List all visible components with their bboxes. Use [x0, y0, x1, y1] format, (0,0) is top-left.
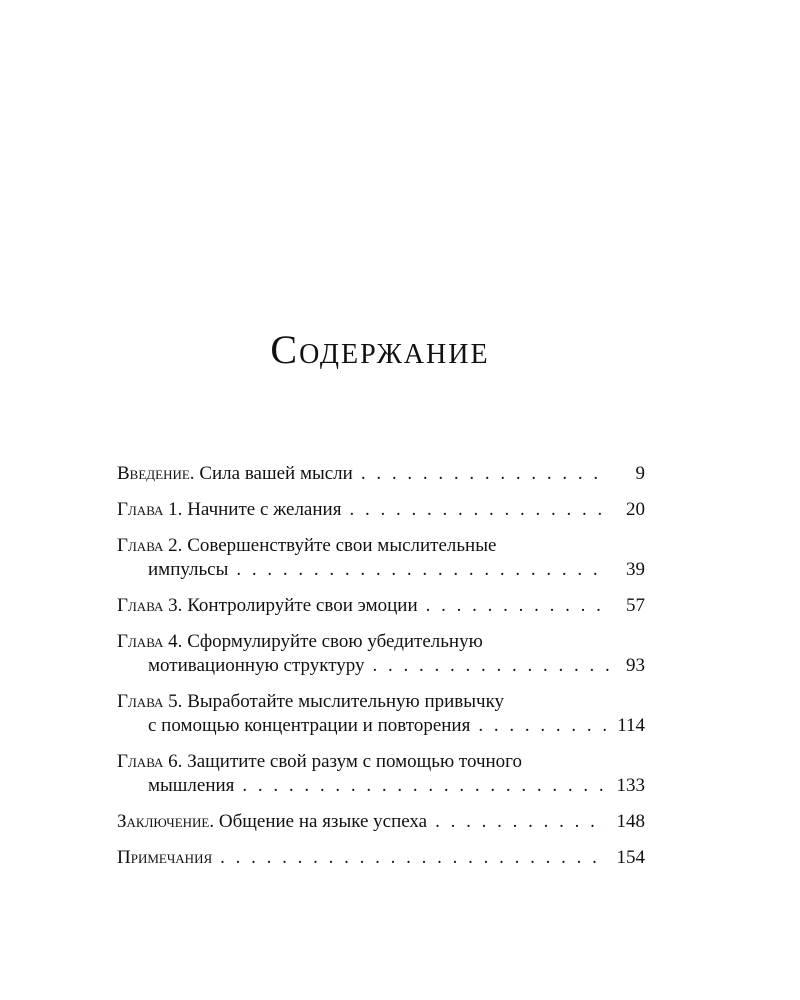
toc-entry-line [117, 810, 645, 834]
toc-page-number: 148 [616, 811, 645, 832]
toc-leader-dots [478, 714, 607, 738]
toc-entry-title: Начните с желания [187, 499, 342, 520]
toc-entry-title: Совершенствуйте свои мыслительные [187, 535, 497, 556]
toc-entry-chapter-1[interactable] [117, 498, 645, 522]
toc-entry-line [117, 594, 645, 618]
toc-page-number: 133 [616, 775, 645, 796]
toc-entry-line [117, 630, 645, 654]
toc-entry-label: Глава 2. [117, 535, 183, 556]
toc-entry-introduction[interactable] [117, 462, 645, 486]
toc-entry-line [117, 846, 645, 870]
toc-entry-line-continued [117, 714, 645, 738]
toc-page-number: 20 [626, 499, 645, 520]
toc-page-number: 114 [617, 715, 645, 736]
toc-entry-chapter-6[interactable] [117, 750, 645, 798]
toc-entry-label: Глава 3. [117, 595, 183, 616]
toc-entry-chapter-2[interactable] [117, 534, 645, 582]
toc-page-number: 154 [616, 847, 645, 868]
toc-leader-dots [426, 594, 609, 618]
toc-entry-label: Примечания [117, 847, 213, 868]
toc-entry-chapter-4[interactable] [117, 630, 645, 678]
table-of-contents [117, 462, 645, 882]
toc-leader-dots [361, 462, 609, 486]
toc-entry-label: Глава 1. [117, 499, 183, 520]
toc-entry-title: Контролируйте свои эмоции [187, 595, 418, 616]
toc-entry-chapter-3[interactable] [117, 594, 645, 618]
toc-entry-line [117, 690, 645, 714]
toc-entry-chapter-5[interactable] [117, 690, 645, 738]
toc-entry-line [117, 498, 645, 522]
toc-entry-line [117, 750, 645, 774]
page-title: Содержание [270, 327, 490, 372]
toc-entry-label: Глава 4. [117, 631, 183, 652]
toc-entry-line-continued [117, 654, 645, 678]
toc-entry-line [117, 462, 645, 486]
toc-leader-dots [242, 774, 606, 798]
toc-entry-title-continued: мотивационную структуру [148, 655, 365, 676]
toc-entry-label: Глава 5. [117, 691, 183, 712]
toc-page-number: 39 [626, 559, 645, 580]
toc-entry-title: Сила вашей мысли [199, 463, 353, 484]
toc-entry-title: Защитите свой разум с помощью точного [187, 751, 523, 772]
toc-entry-title-continued: с помощью концентрации и повторения [148, 715, 471, 736]
toc-entry-conclusion[interactable] [117, 810, 645, 834]
toc-entry-label: Глава 6. [117, 751, 183, 772]
toc-leader-dots [435, 810, 606, 834]
toc-entry-notes[interactable] [117, 846, 645, 870]
toc-page-number: 9 [635, 463, 645, 484]
toc-entry-label: Заключение. [117, 811, 215, 832]
toc-entry-line [117, 534, 645, 558]
toc-page-number: 93 [626, 655, 645, 676]
toc-entry-line-continued [117, 558, 645, 582]
toc-entry-title-continued: мышления [148, 775, 235, 796]
toc-leader-dots [373, 654, 609, 678]
toc-leader-dots [220, 846, 606, 870]
toc-entry-label: Введение. [117, 463, 195, 484]
toc-entry-line-continued [117, 774, 645, 798]
toc-page-number: 57 [626, 595, 645, 616]
toc-entry-title-continued: импульсы [148, 559, 229, 580]
toc-entry-title: Выработайте мыслительную привычку [187, 691, 505, 712]
toc-leader-dots [349, 498, 609, 522]
toc-leader-dots [236, 558, 609, 582]
toc-entry-title: Общение на языке успеха [218, 811, 428, 832]
toc-entry-title: Сформулируйте свою убедительную [187, 631, 483, 652]
